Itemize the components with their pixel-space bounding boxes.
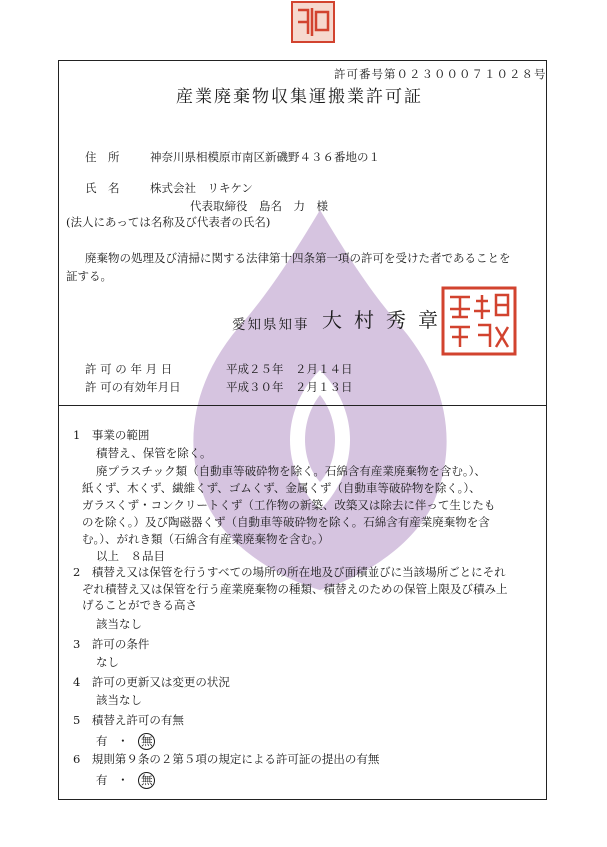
permit-number: 許可番号第０２３０００７１０２８号 (334, 67, 547, 81)
certificate-title: 産業廃棄物収集運搬業許可証 (176, 87, 423, 107)
permit-date-label: 許 可 の 年 月 日 (85, 362, 173, 376)
expiry-date-value: 平成３０年 ２月１３日 (226, 380, 353, 394)
top-red-stamp-icon (290, 0, 336, 44)
waste-line-1: 廃プラスチック類（自動車等破砕物を除く。石綿含有産業廃棄物を含む。）、 (96, 464, 486, 478)
waste-line-3: ガラスくず・コンクリートくず（工作物の新築、改築又は除去に伴って生じたも (82, 498, 496, 512)
section-2-value: 該当なし (96, 617, 142, 631)
section-1-title: 1 事業の範囲 (73, 428, 150, 442)
section-6-title: 6 規則第９条の２第５項の規定による許可証の提出の有無 (73, 752, 380, 766)
governor-seal-icon (440, 285, 518, 357)
waste-line-4: のを除く。）及び陶磁器くず（自動車等破砕物を除く。石綿含有産業廃棄物を含 (82, 515, 490, 529)
representative-name: 代表取締役 島名 力 様 (190, 199, 328, 213)
expiry-date-label: 許 可の有効年月日 (85, 380, 181, 394)
section-3-value: なし (96, 655, 119, 669)
waste-line-5: む。）、がれき類（石綿含有産業廃棄物を含む。） (82, 532, 330, 546)
section-6-value (96, 772, 155, 789)
name-label: 氏 名 (85, 181, 120, 195)
permit-date-value: 平成２５年 ２月１４日 (226, 362, 353, 376)
section-6-no-circled: 無 (138, 772, 155, 789)
section-2-title-1: 2 積替え又は保管を行うすべての場所の所在地及び面積並びに当該場所ごとにそれ (73, 565, 506, 579)
section-5-sep: ・ (117, 734, 129, 748)
section-divider (58, 405, 547, 406)
section-4-title: 4 許可の更新又は変更の状況 (73, 675, 230, 689)
section-4-value: 該当なし (96, 693, 142, 707)
statement-line-1: 廃棄物の処理及び清掃に関する法律第十四条第一項の許可を受けた者であることを (85, 251, 511, 265)
governor-name: 大村秀章 (322, 308, 450, 332)
waste-line-2: 紙くず、木くず、繊維くず、ゴムくず、金属くず（自動車等破砕物を除く。）、 (82, 481, 481, 495)
governor-title: 愛知県知事 (232, 317, 310, 333)
section-1-count: 以上 ８品目 (96, 549, 165, 563)
section-5-yes: 有 (96, 734, 108, 748)
section-6-sep: ・ (117, 773, 129, 787)
statement-line-2: 証する。 (66, 269, 112, 283)
section-2-title-2: ぞれ積替え又は保管を行う産業廃棄物の種類、積替えのための保管上限及び積み上 (82, 582, 508, 596)
section-1-line: 積替え、保管を除く。 (96, 446, 212, 460)
address-value: 神奈川県相模原市南区新磯野４３６番地の１ (150, 150, 380, 164)
company-name: 株式会社 リキケン (150, 181, 253, 195)
address-label: 住 所 (85, 150, 120, 164)
section-5-value (96, 733, 155, 750)
section-5-no-circled: 無 (138, 733, 155, 750)
section-2-title-3: げることができる高さ (82, 598, 197, 612)
section-3-title: 3 許可の条件 (73, 637, 150, 651)
name-note: (法人にあっては名称及び代表者の氏名) (66, 215, 271, 229)
section-5-title: 5 積替え許可の有無 (73, 713, 184, 727)
section-6-yes: 有 (96, 773, 108, 787)
